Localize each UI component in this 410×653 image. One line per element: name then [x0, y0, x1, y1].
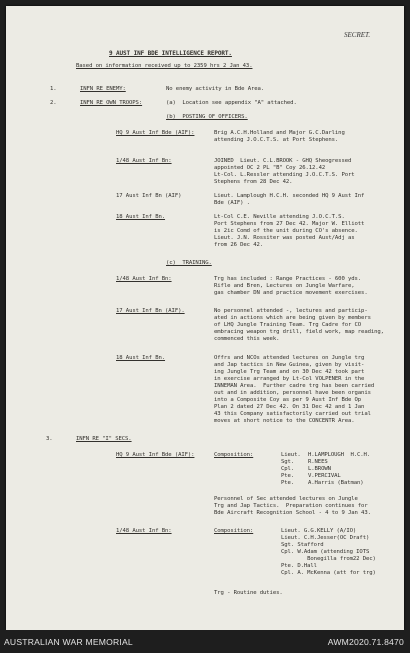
footer-accession-number: AWM2020.71.8470: [327, 637, 404, 647]
posting-unit-17: 17 Aust Inf Bn (AIF): [116, 193, 182, 199]
training-text-18-3: ing Jungle Trg Team and on 30 Dec 42 took part: [214, 369, 365, 375]
section-2-number: 2.: [50, 100, 57, 106]
i-sec-tail-text: Trg - Routine duties.: [214, 590, 283, 596]
posting-text-18-3: is 2ic Comd of the unit during CO's absence.: [214, 228, 358, 234]
bn148-member-6: Pte. D.Hall: [281, 563, 317, 569]
bn148-member-4: Cpl. W.Adam (attending IOTS: [281, 549, 370, 555]
section-2-c: (c) TRAINING.: [166, 260, 212, 266]
posting-text-148-1: JOINED Lieut. C.L.BROOK - GHQ Sheogressed: [214, 158, 352, 164]
section-1-heading: INFN RE ENEMY:: [80, 86, 126, 92]
training-text-18-10: moves at short notice to the CONCENTR Area.: [214, 418, 355, 424]
bn148-member-2: Lieut. C.H.Jesser(OC Draft): [281, 535, 370, 541]
training-text-17-5: commenced this week.: [214, 336, 280, 342]
training-text-18-4: in exercise arranged by Lt-Col VOLPENER in the: [214, 376, 365, 382]
posting-text-17-2: Bde (AIF) .: [214, 200, 250, 206]
posting-text-18-4: Lieut. J.N. Rossiter was posted Aust/Adj as: [214, 235, 355, 241]
training-text-18-9: 43 this Company satisfactorily carried out trial: [214, 411, 371, 417]
bn148-member-5: Bonegilla from22 Dec): [281, 556, 376, 562]
i-sec-text-hq-2: Trg and Jap Tactics. Preparation continues for: [214, 503, 368, 509]
training-text-148-2: Rifle and Bren, Lectures on Jungle Warfare,: [214, 283, 355, 289]
hq-rank-1: Lieut.: [281, 452, 301, 458]
section-2-a: (a) Location see appendix "A" attached.: [166, 100, 297, 106]
based-on-line: Based on information received up to 2359 hrs 2 Jan 43.: [76, 63, 253, 69]
report-title: 9 AUST INF BDE INTELLIGENCE REPORT.: [109, 50, 232, 57]
posting-text-18-5: from 26 Dec 42.: [214, 242, 264, 248]
training-unit-17: 17 Aust Inf Bn (AIF).: [116, 308, 185, 314]
posting-text-148-2: appointed OC 2 PL "B" Coy 26.12.42: [214, 165, 326, 171]
posting-unit-18: 18 Aust Inf Bn.: [116, 214, 166, 220]
training-text-17-2: ated in actions which are being given by members: [214, 315, 371, 321]
training-text-18-6: out and in addition, personnel have been organis: [214, 390, 371, 396]
i-sec-unit-148: 1/48 Aust Inf Bn:: [116, 528, 172, 534]
i-sec-text-hq-1: Personnel of Sec attended lectures on Jungle: [214, 496, 358, 502]
posting-text-148-4: Stephens from 28 Dec 42.: [214, 179, 293, 185]
posting-unit-hq: HQ 9 Aust Inf Bde (AIF):: [116, 130, 195, 136]
training-text-17-4: embracing weapon trg drill, field work, map reading,: [214, 329, 384, 335]
training-text-18-7: into a Composite Coy as per 9 Aust Inf Bde Op: [214, 397, 362, 403]
i-sec-unit-hq: HQ 9 Aust Inf Bde (AIF):: [116, 452, 195, 458]
training-unit-148: 1/48 Aust Inf Bn:: [116, 276, 172, 282]
hq-name-1: H.LAMPLOUGH H.C.H.: [308, 452, 371, 458]
section-1-number: 1.: [50, 86, 57, 92]
posting-text-148-3: Lt-Col. L.Ressler attending J.O.C.T.S. Port: [214, 172, 355, 178]
hq-rank-5: Pte.: [281, 480, 295, 486]
i-sec-text-hq-3: Bde Aircraft Recognition School - 4 to 9 Jan 43.: [214, 510, 371, 516]
footer-institution: AUSTRALIAN WAR MEMORIAL: [4, 637, 133, 647]
bn148-member-3: Sgt. Stafford: [281, 542, 324, 548]
posting-unit-148: 1/48 Aust Inf Bn:: [116, 158, 172, 164]
posting-text-17-1: Lieut. Lamplough H.C.H. seconded HQ 9 Aust Inf: [214, 193, 365, 199]
section-3-number: 3.: [46, 436, 53, 442]
posting-text-hq-1: Brig A.C.H.Holland and Major G.C.Darling: [214, 130, 345, 136]
bn148-member-1: Lieut. G.G.KELLY (A/IO): [281, 528, 357, 534]
training-text-18-1: Offrs and NCOs attended lectures on Jungle trg: [214, 355, 365, 361]
secret-marking: SECRET.: [344, 31, 371, 39]
training-text-17-3: of LHQ Jungle Training Team. Trg Cadre for CO: [214, 322, 362, 328]
archive-footer: [0, 630, 410, 653]
posting-text-18-1: Lt-Col C.E. Neville attending J.O.C.T.S.: [214, 214, 345, 220]
training-unit-18: 18 Aust Inf Bn.: [116, 355, 166, 361]
hq-rank-3: Cpl.: [281, 466, 295, 472]
hq-name-4: V.PERCIVAL: [308, 473, 341, 479]
hq-name-3: L.BROWN: [308, 466, 331, 472]
bn148-member-7: Cpl. A. McKenna (att for trg): [281, 570, 376, 576]
hq-rank-2: Sgt.: [281, 459, 295, 465]
posting-text-18-2: Port Stephens from 27 Dec 42. Major W. Elliott: [214, 221, 365, 227]
i-sec-composition-label-148: Composition:: [214, 528, 254, 534]
hq-name-2: R.NEES: [308, 459, 328, 465]
document-page: [6, 6, 404, 630]
i-sec-composition-label-hq: Composition:: [214, 452, 254, 458]
training-text-18-2: and Jap tactics in New Guinea, given by visit-: [214, 362, 365, 368]
section-2-heading: INFN RE OWN TROOPS:: [80, 100, 143, 106]
hq-name-5: A.Harris (Batman): [308, 480, 364, 486]
training-text-17-1: No personnel attended -, lectures and particip-: [214, 308, 368, 314]
section-3-heading: INFN RE "I" SECS.: [76, 436, 132, 442]
training-text-148-1: Trg has included : Range Practices - 600 yds.: [214, 276, 362, 282]
training-text-148-3: gas chamber DN and practice movement exercises.: [214, 290, 368, 296]
hq-rank-4: Pte.: [281, 473, 295, 479]
section-1-text: No enemy activity in Bde Area.: [166, 86, 265, 92]
training-text-18-8: Plan 2 dated 27 Dec 42. On 31 Dec 42 and 1 Jan: [214, 404, 365, 410]
training-text-18-5: INNEMAN Area. Further cadre trg has been carried: [214, 383, 375, 389]
section-2-b: (b) POSTING OF OFFICERS.: [166, 114, 248, 120]
posting-text-hq-2: attending J.O.C.T.S. at Port Stephens.: [214, 137, 339, 143]
